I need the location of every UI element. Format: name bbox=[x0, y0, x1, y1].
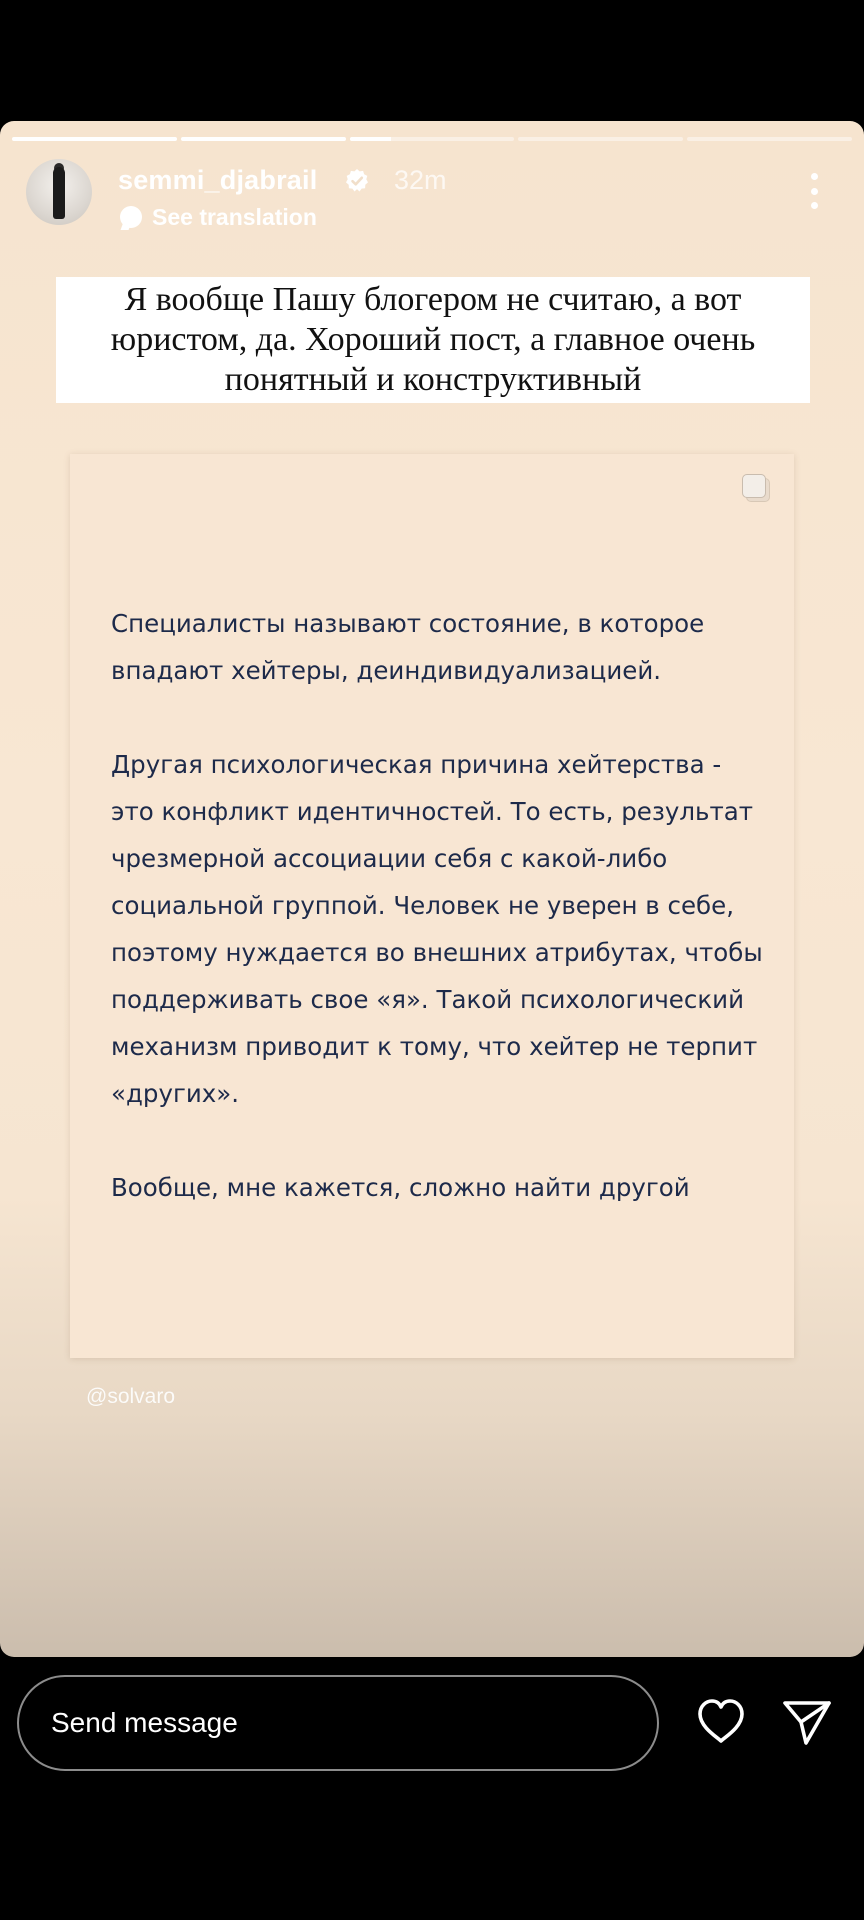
card-paragraph: Вообще, мне кажется, сложно найти другой bbox=[111, 1173, 690, 1202]
progress-fill bbox=[12, 137, 177, 141]
more-vertical-icon bbox=[811, 202, 818, 209]
card-paragraph: Другая психологическая причина хейтерства - это конфликт идентичностей. То есть, результат чрезмерной ассоциации себя с какой-либо социальной группой. Человек не уверен в себе, поэтому нуждается во внешних атрибутах, чтобы поддерживать свое «я». Такой психологический механизм приводит к тому, что хейтер не терпит «других». bbox=[111, 750, 763, 1108]
send-icon[interactable] bbox=[780, 1695, 834, 1749]
verified-badge-icon bbox=[344, 168, 370, 194]
progress-segment bbox=[181, 137, 346, 141]
avatar-figure bbox=[53, 167, 65, 219]
more-options-button[interactable] bbox=[810, 173, 818, 209]
story-caption bbox=[56, 277, 810, 403]
carousel-icon-front bbox=[742, 474, 766, 498]
more-vertical-icon bbox=[811, 173, 818, 180]
story-progress-bar bbox=[12, 137, 852, 141]
reposted-post-card[interactable] bbox=[70, 454, 794, 1358]
carousel-icon bbox=[742, 474, 768, 500]
progress-segment bbox=[687, 137, 852, 141]
username[interactable]: semmi_djabrail bbox=[118, 165, 318, 195]
send-message-input[interactable] bbox=[17, 1675, 659, 1771]
heart-icon[interactable] bbox=[694, 1695, 748, 1749]
progress-fill bbox=[350, 137, 391, 141]
see-translation-button[interactable] bbox=[120, 203, 317, 231]
story-reply-bar bbox=[0, 1657, 864, 1827]
mention-watermark: @solvaro bbox=[86, 1385, 176, 1408]
more-vertical-icon bbox=[811, 188, 818, 195]
story-time: 32m bbox=[394, 165, 447, 195]
progress-fill bbox=[181, 137, 346, 141]
progress-segment bbox=[350, 137, 515, 141]
story-viewer[interactable] bbox=[0, 121, 864, 1657]
story-header bbox=[26, 159, 844, 231]
caption-text: Я вообще Пашу блогером не считаю, а вот юристом, да. Хороший пост, а главное очень понятный и конструктивный bbox=[110, 281, 756, 398]
card-body bbox=[111, 600, 771, 1211]
speech-bubble-icon bbox=[120, 206, 142, 228]
progress-segment bbox=[518, 137, 683, 141]
progress-segment bbox=[12, 137, 177, 141]
see-translation-label: See translation bbox=[152, 203, 317, 230]
card-paragraph: Специалисты называют состояние, в которое впадают хейтеры, деиндивидуализацией. bbox=[111, 609, 705, 685]
avatar[interactable] bbox=[26, 159, 92, 225]
